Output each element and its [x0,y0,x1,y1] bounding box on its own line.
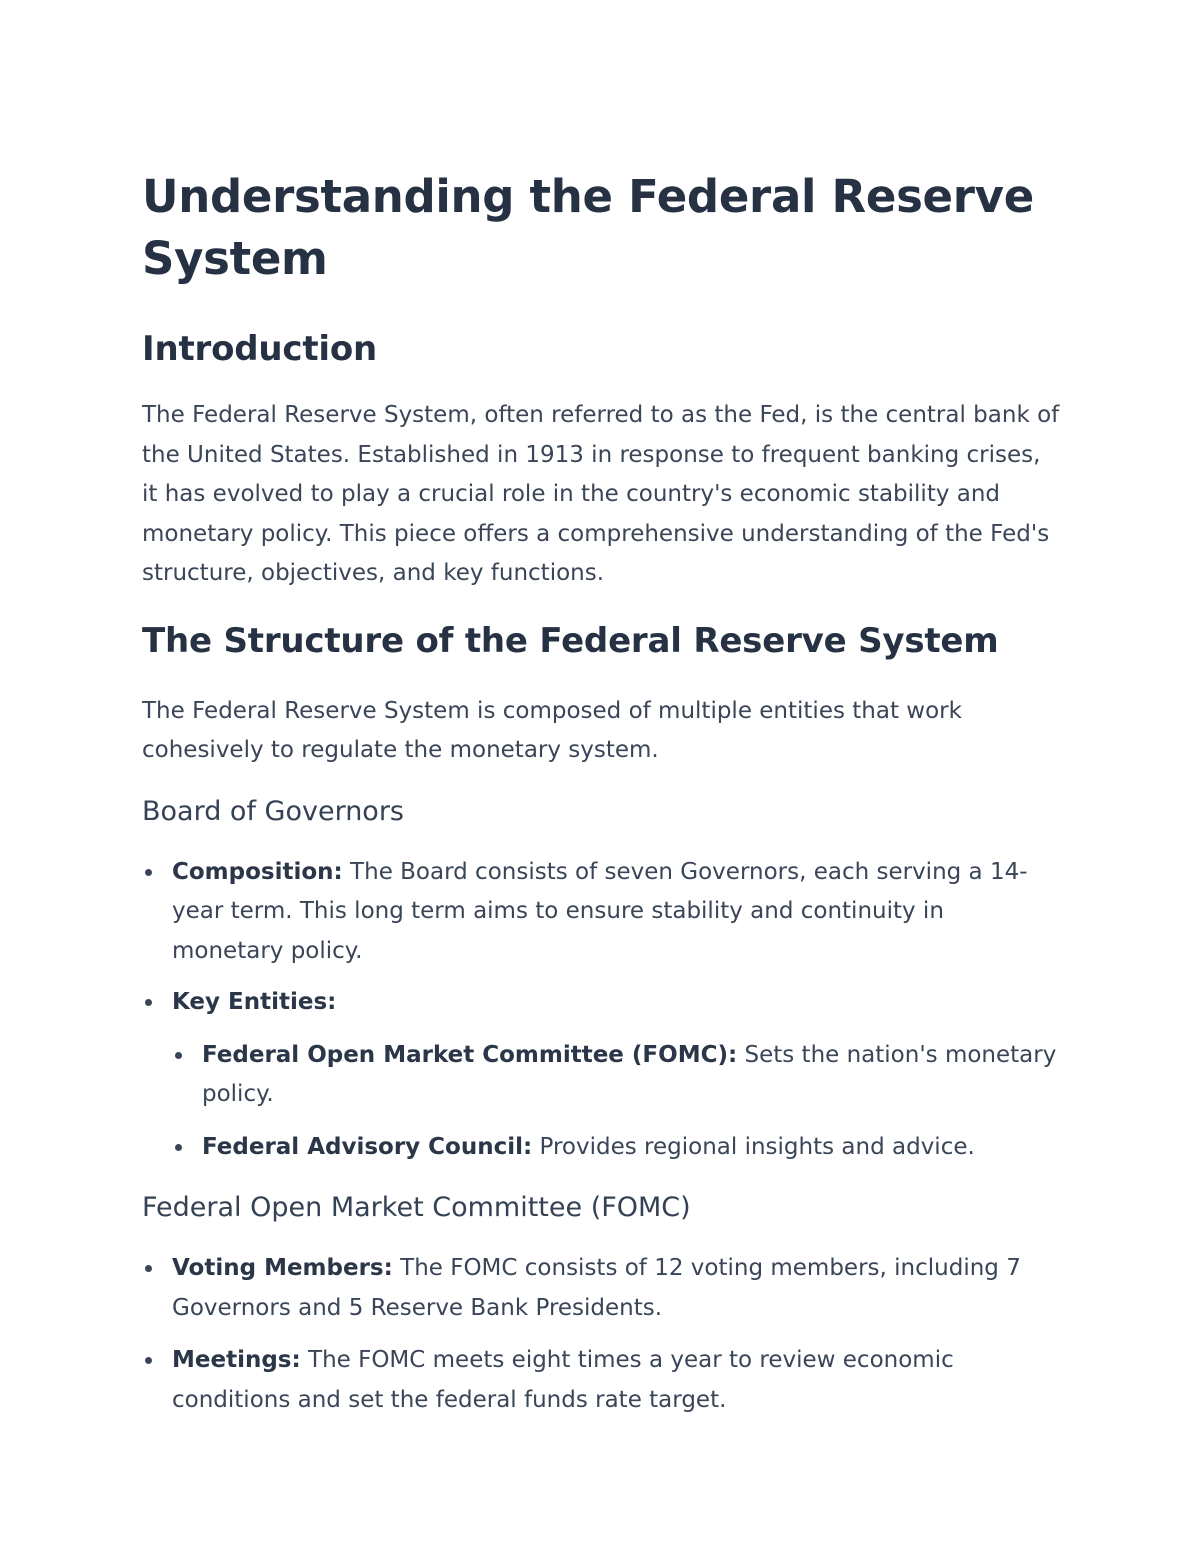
board-of-governors-heading: Board of Governors [142,795,404,827]
list-item-text: Sets the nation's monetary policy. [202,1041,1057,1107]
list-item-text: The FOMC consists of 12 voting members, including 7 Governors and 5 Reserve Bank Presidents. [172,1255,1021,1321]
list-item-label: Voting Members: [172,1255,393,1281]
list-item-key-entities [142,983,1060,1167]
list-item-meetings [142,1341,1060,1420]
list-item-text: The FOMC meets eight times a year to review economic conditions and set the federal funds rate target. [172,1347,954,1413]
list-item-voting-members [142,1249,1060,1328]
list-item-label: Composition: [172,858,343,885]
list-item-composition [142,853,1060,972]
document-title: Understanding the Federal Reserve System [142,170,1034,285]
list-item-label: Federal Open Market Committee (FOMC): [202,1041,738,1068]
sub-list-item-fomc [172,1036,1060,1115]
board-of-governors-list [142,853,1060,1168]
introduction-paragraph: The Federal Reserve System, often referred to as the Fed, is the central bank of the United States. Established in 1913 in response to frequent banking crises, it has evolved to play a crucial role in the country's economic stability and monetary policy. This piece offers a comprehensive understanding of the Fed's structure, objectives, and key functions. [142,402,1060,586]
structure-paragraph: The Federal Reserve System is composed of multiple entities that work cohesively to regulate the monetary system. [142,697,962,763]
sub-list-item-advisory-council [172,1128,1060,1168]
list-item-text: The Board consists of seven Governors, each serving a 14-year term. This long term aims to ensure stability and continuity in monetary policy. [172,858,1028,964]
list-item-label: Federal Advisory Council: [202,1133,533,1160]
fomc-heading: Federal Open Market Committee (FOMC) [142,1192,691,1223]
fomc-list [142,1249,1060,1420]
structure-heading: The Structure of the Federal Reserve System [142,620,999,661]
key-entities-sublist [172,1036,1060,1168]
list-item-label: Meetings: [172,1347,301,1373]
introduction-heading: Introduction [142,329,378,369]
list-item-text: Provides regional insights and advice. [532,1133,975,1160]
list-item-label: Key Entities: [172,989,337,1015]
